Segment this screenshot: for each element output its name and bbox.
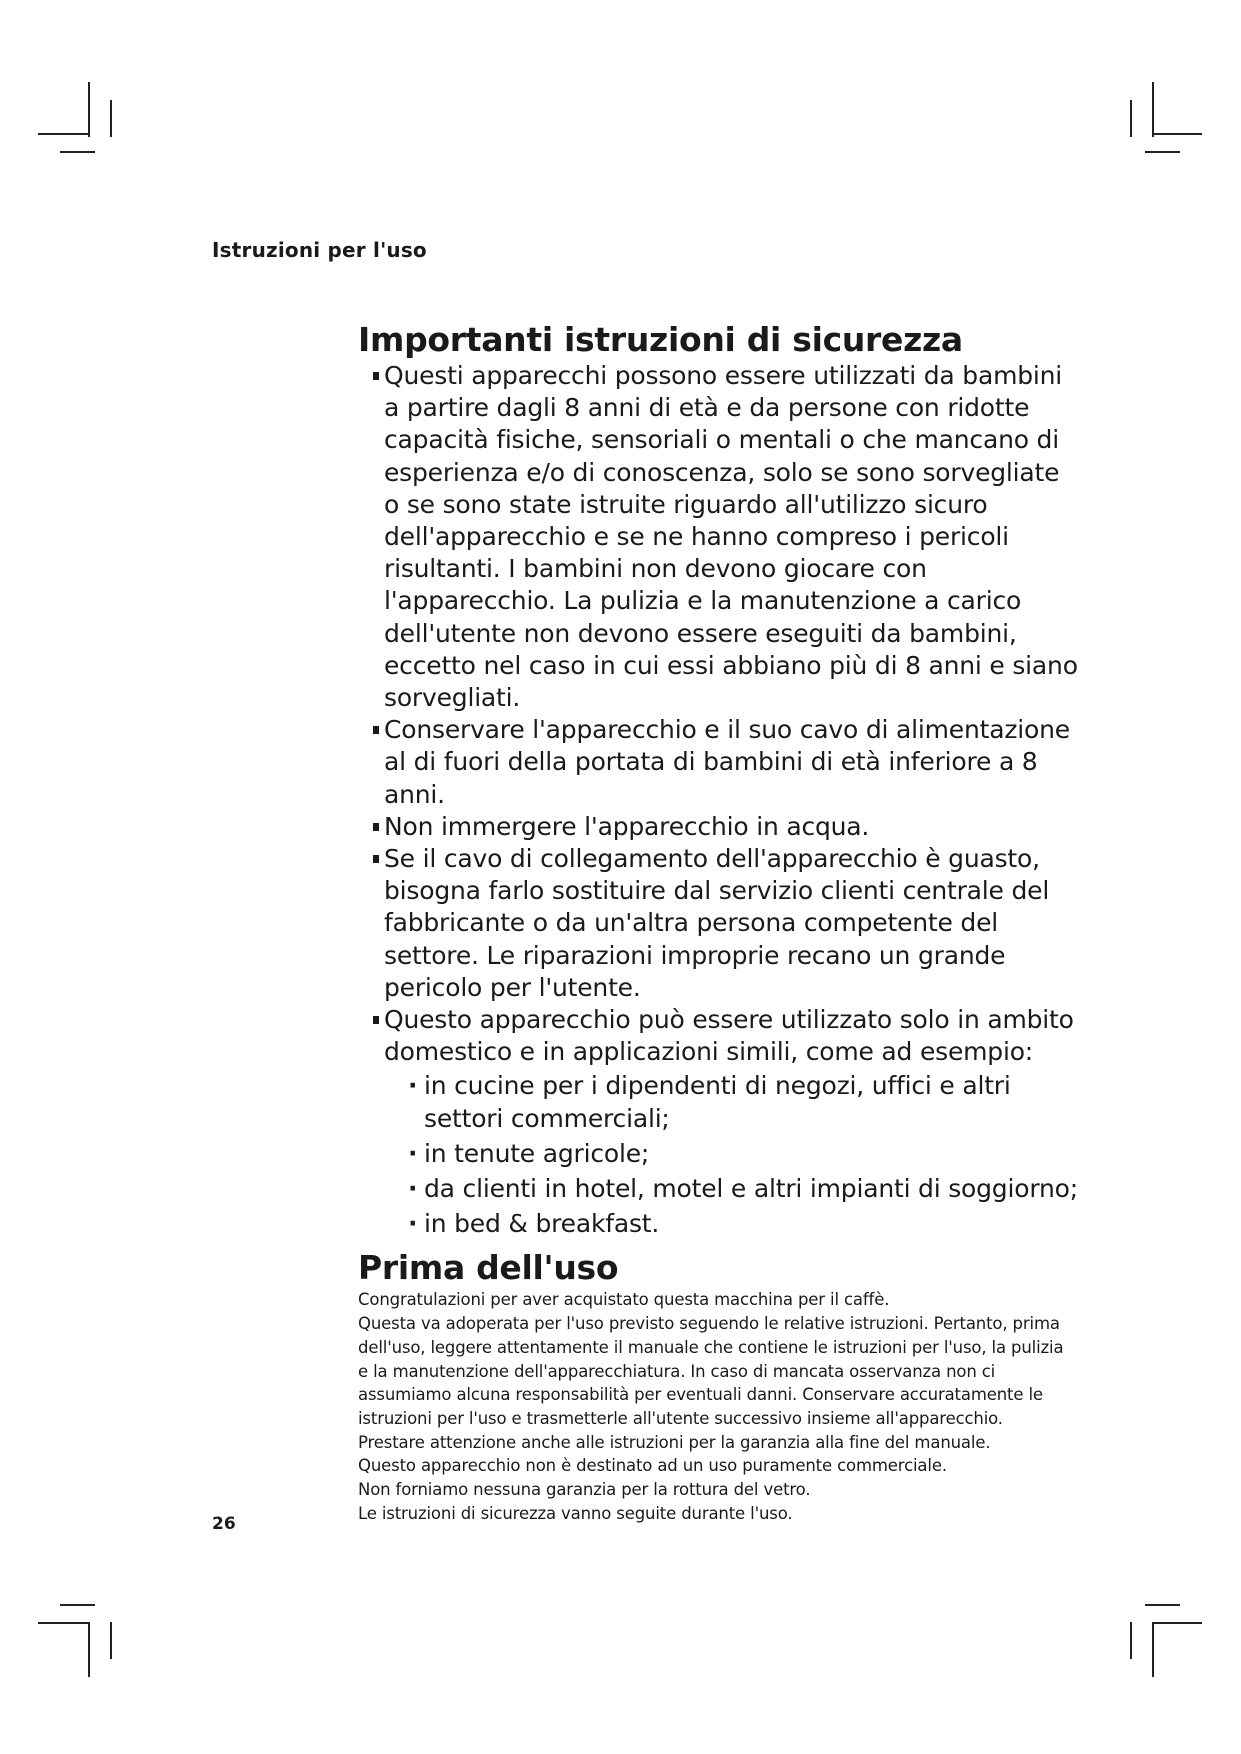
safety-item: Questi apparecchi possono essere utilizzati da bambini a partire dagli 8 anni di età e da persone con ridotte capacità fisiche, sensoriali o mentali o che mancano di esperienza e/o di conoscenza, solo se sono sorvegliate o se sono state istruite riguardo all'utilizzo sicuro dell'apparecchio e se ne hanno compreso i pericoli risultanti. I bambini non devono giocare con l'apparecchio. La pulizia e la manutenzione a carico dell'utente non devono essere eseguiti da bambini, eccetto nel caso in cui essi abbiano più di 8 anni e siano sorvegliati.	[384, 360, 1078, 714]
page-number: 26	[212, 1514, 236, 1534]
usage-sublist	[384, 1070, 1078, 1240]
paragraph: Questa va adoperata per l'uso previsto seguendo le relative istruzioni. Pertanto, prima dell'uso, leggere attentamente il manuale che contiene le istruzioni per l'uso, la pulizia e la manutenzione dell'apparecchiatura. In caso di mancata osservanza non ci assumiamo alcuna responsabilità per eventuali danni. Conservare accuratamente le istruzioni per l'uso e trasmetterle all'utente successivo insieme all'apparecchio.	[358, 1314, 1064, 1428]
paragraph: Non forniamo nessuna garanzia per la rottura del vetro.	[358, 1480, 811, 1500]
safety-item-usage	[384, 1004, 1078, 1240]
paragraph: Questo apparecchio non è destinato ad un uso puramente commerciale.	[358, 1456, 947, 1476]
running-header: Istruzioni per l'uso	[212, 238, 427, 262]
usage-subitem: · in bed & breakfast.	[424, 1208, 1078, 1240]
safety-item-text: Questo apparecchio può essere utilizzato solo in ambito domestico e in applicazioni simili, come ad esempio:	[384, 1005, 1074, 1067]
safety-title: Importanti istruzioni di sicurezza	[358, 320, 963, 359]
main-content	[358, 320, 1078, 1526]
safety-item: Se il cavo di collegamento dell'apparecchio è guasto, bisogna farlo sostituire dal servizio clienti centrale del fabbricante o da un'altra persona competente del settore. Le riparazioni improprie recano un grande pericolo per l'utente.	[384, 843, 1078, 1004]
usage-subitem: · da clienti in hotel, motel e altri impianti di soggiorno;	[424, 1173, 1078, 1205]
paragraph: Prestare attenzione anche alle istruzioni per la garanzia alla fine del manuale.	[358, 1432, 991, 1452]
safety-list	[358, 360, 1078, 1240]
paragraph: Le istruzioni di sicurezza vanno seguite durante l'uso.	[358, 1503, 793, 1523]
safety-item: Conservare l'apparecchio e il suo cavo di alimentazione al di fuori della portata di bambini di età inferiore a 8 anni.	[384, 714, 1078, 811]
before-use-title: Prima dell'uso	[358, 1248, 619, 1288]
safety-item: Non immergere l'apparecchio in acqua.	[384, 811, 1078, 843]
usage-subitem: · in cucine per i dipendenti di negozi, uffici e altri settori commerciali;	[424, 1070, 1078, 1134]
before-use-text	[358, 1288, 1078, 1525]
usage-subitem: · in tenute agricole;	[424, 1138, 1078, 1170]
paragraph: Congratulazioni per aver acquistato questa macchina per il caffè.	[358, 1290, 890, 1310]
